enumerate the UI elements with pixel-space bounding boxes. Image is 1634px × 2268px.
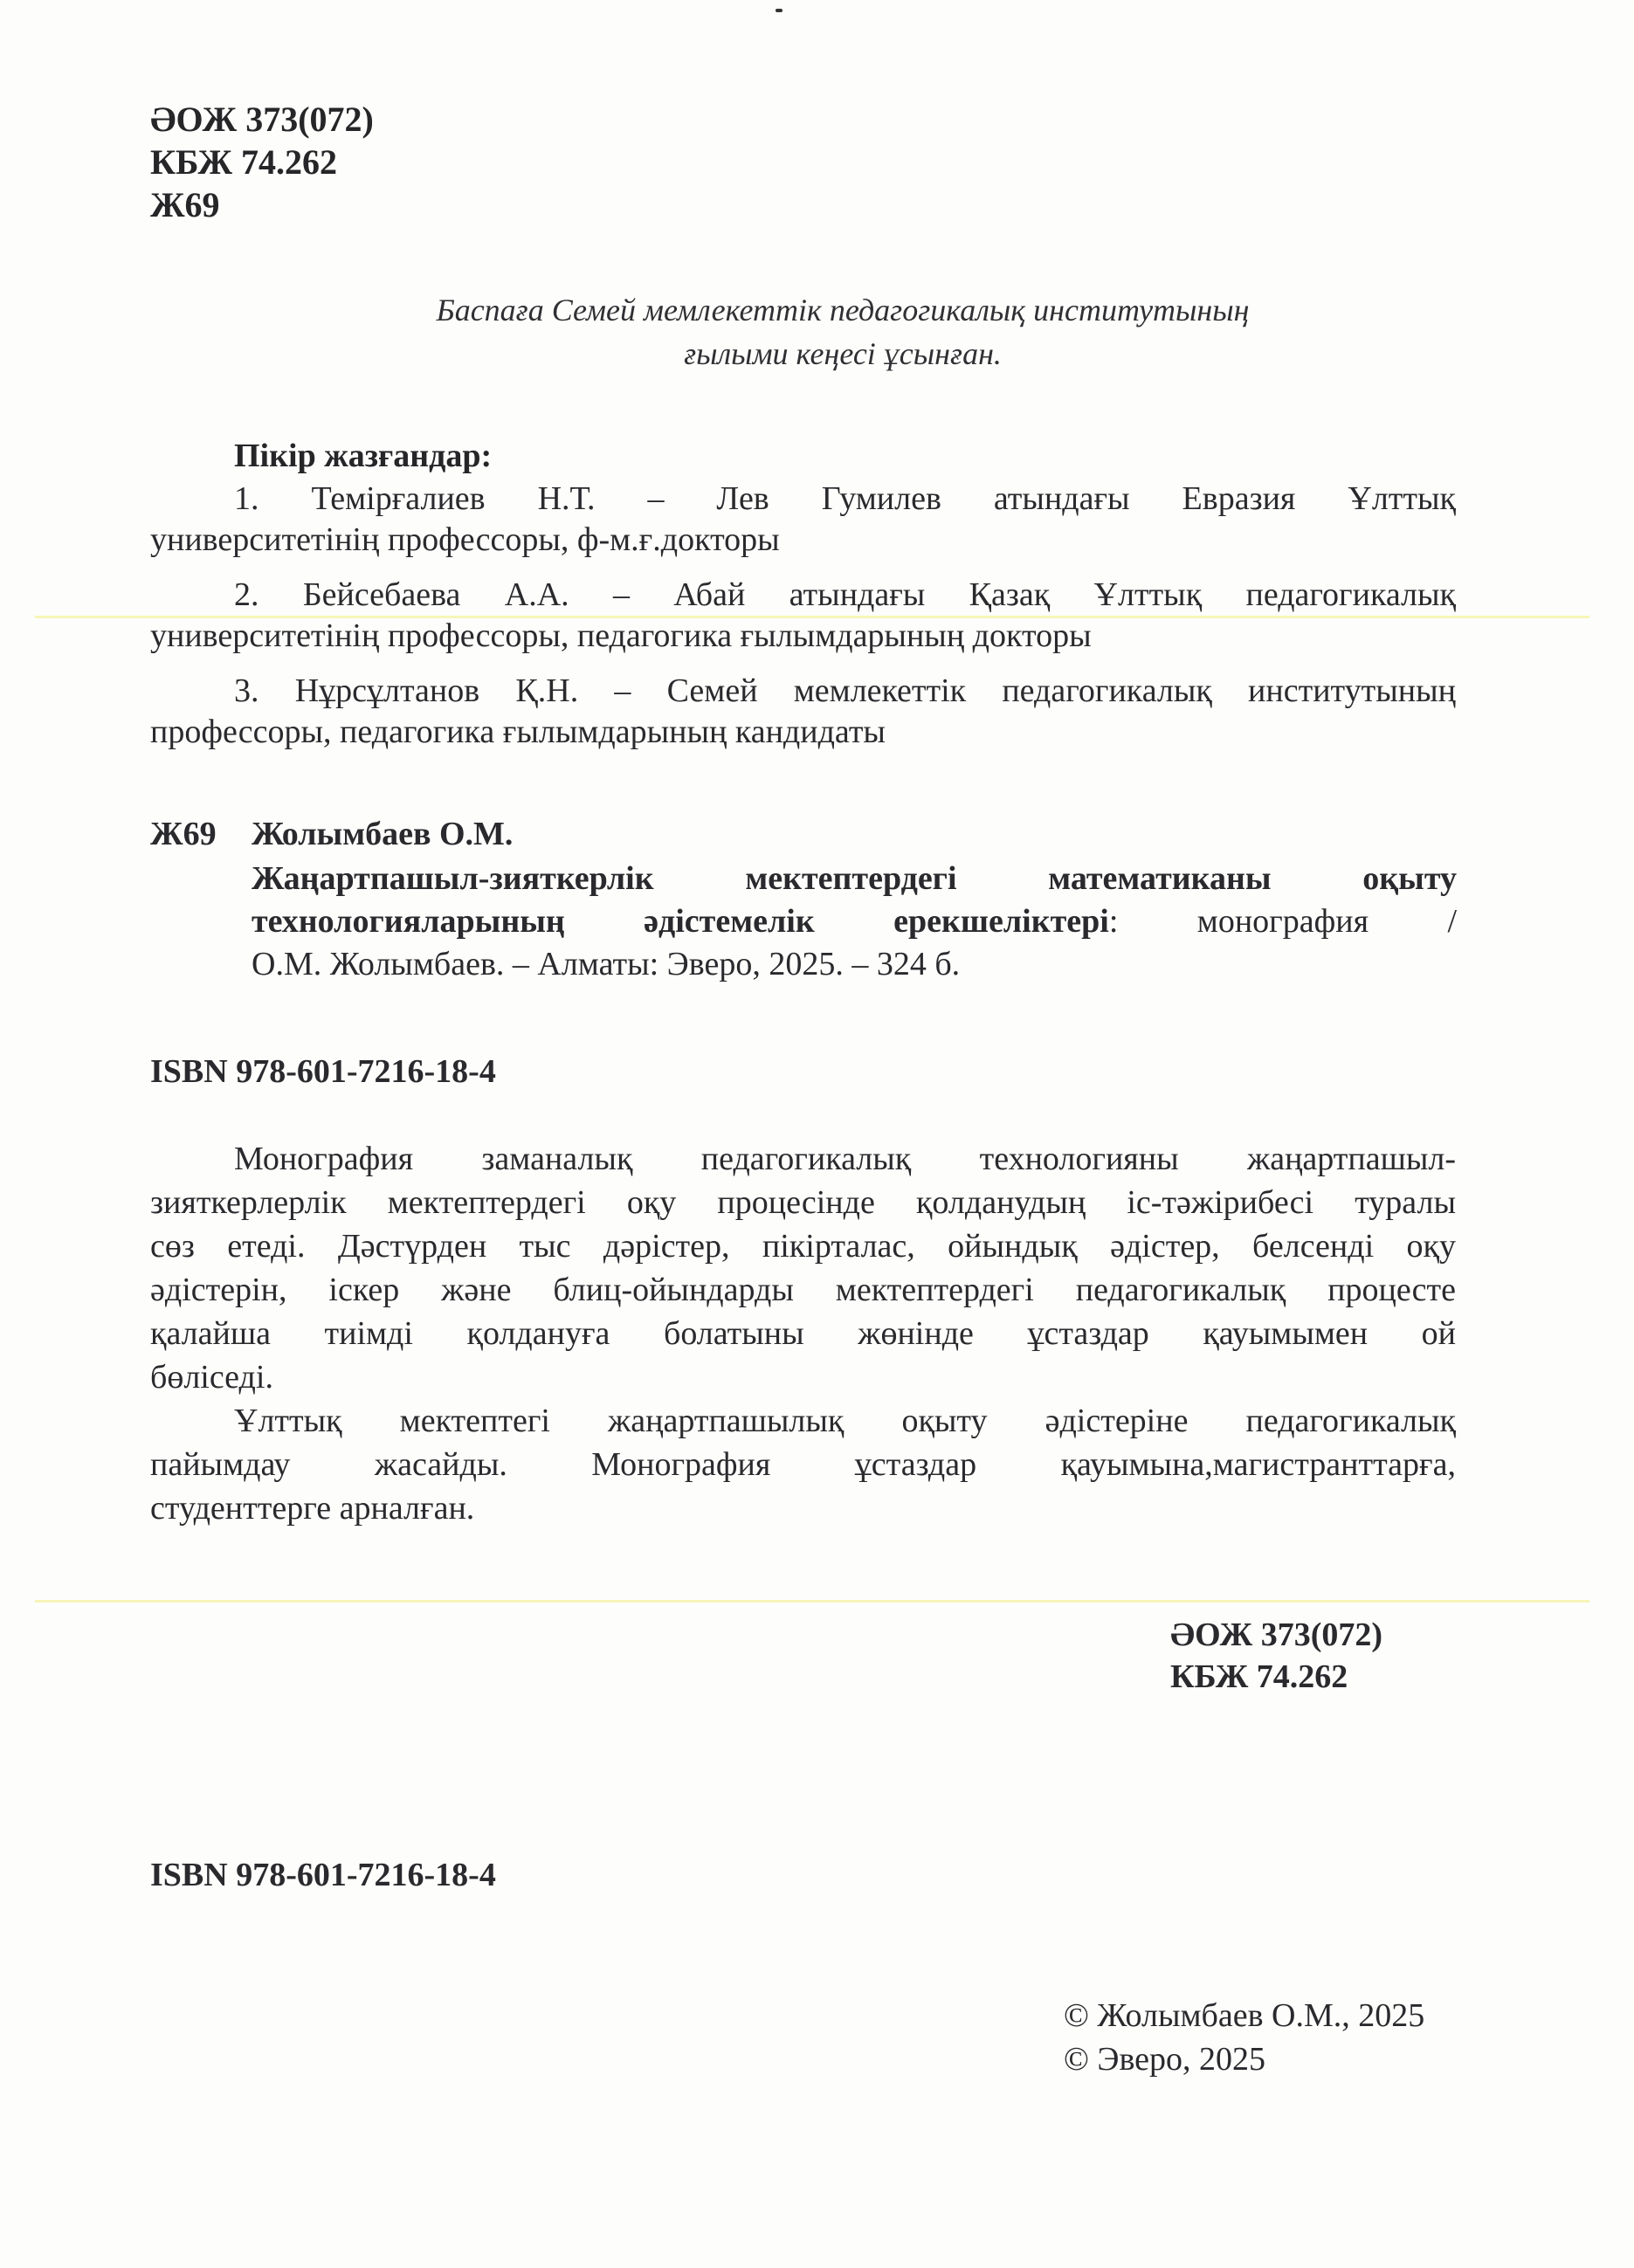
catalog-author: Жолымбаев О.М. xyxy=(252,816,514,852)
reviewers-heading: Пікір жазғандар: xyxy=(234,438,493,474)
author-mark: Ж69 xyxy=(150,185,220,224)
reviewer-item xyxy=(150,671,1456,753)
abstract-paragraph-2 xyxy=(150,1399,1456,1530)
lbc-code: КБЖ 74.262 xyxy=(150,142,338,182)
reviewer-line-rest: университетінің профессоры, ф-м.ғ.докторы xyxy=(150,521,780,558)
recommendation-line-2: ғылыми кеңесі ұсынған. xyxy=(684,336,1002,371)
lbc-code: КБЖ 74.262 xyxy=(1170,1658,1348,1695)
copyright-author: © Жолымбаев О.М., 2025 xyxy=(1064,1997,1425,2034)
isbn-bottom: ISBN 978-601-7216-18-4 xyxy=(150,1857,496,1893)
book-type: : монография / xyxy=(1108,903,1457,940)
isbn: ISBN 978-601-7216-18-4 xyxy=(150,1053,496,1090)
udc-code: ӘОЖ 373(072) xyxy=(1170,1617,1383,1653)
reviewer-item xyxy=(150,575,1456,657)
classification-codes-top xyxy=(150,98,374,226)
reviewer-line-first: 3. Нұрсұлтанов Қ.Н. – Семей мемлекеттік педагогикалық институтының xyxy=(234,672,1456,709)
copyright-block xyxy=(1064,1994,1424,2081)
recommendation-line-1: Баспаға Семей мемлекеттік педагогикалық институтының xyxy=(436,293,1250,327)
reviewer-line-first: 2. Бейсебаева А.А. – Абай атындағы Қазақ Ұлттық педагогикалық xyxy=(234,576,1456,613)
publication-recommendation xyxy=(262,288,1424,376)
classification-codes-bottom xyxy=(1170,1614,1382,1698)
abstract-line: пайымдау жасайды. Монография ұстаздар қауымына,магистранттарға, xyxy=(150,1446,1456,1483)
abstract-line: Монография заманалық педагогикалық технологияны жаңартпашыл- xyxy=(234,1141,1456,1177)
scan-speck xyxy=(776,9,783,12)
book-title-line-2 xyxy=(252,900,1457,943)
abstract-line: сөз етеді. Дәстүрден тыс дәрістер, пікірталас, ойындық әдістер, белсенді оқу xyxy=(150,1228,1456,1265)
reviewer-line-rest: профессоры, педагогика ғылымдарының кандидаты xyxy=(150,713,886,750)
abstract-line: әдістерін, іскер және блиц-ойындарды мектептердегі педагогикалық процесте xyxy=(150,1272,1456,1308)
abstract-line: бөліседі. xyxy=(150,1359,273,1396)
abstract xyxy=(150,1137,1456,1530)
reviewer-line-rest: университетінің профессоры, педагогика ғылымдарының докторы xyxy=(150,617,1092,654)
abstract-line: қалайша тиімді қолдануға болатыны жөнінде ұстаздар қауымымен ой xyxy=(150,1315,1456,1352)
catalog-entry xyxy=(252,858,1457,986)
reviewer-item xyxy=(150,479,1456,561)
book-title-bold: технологияларының әдістемелік ерекшеліктері xyxy=(252,903,1109,940)
reviewer-line-first: 1. Темірғалиев Н.Т. – Лев Гумилев атындағы Евразия Ұлттық xyxy=(234,480,1456,517)
imprint-line: О.М. Жолымбаев. – Алматы: Эверо, 2025. – 324 б. xyxy=(252,946,961,982)
udc-code: ӘОЖ 373(072) xyxy=(150,100,374,139)
catalog-code: Ж69 xyxy=(150,816,217,852)
abstract-line: студенттерге арналған. xyxy=(150,1490,475,1527)
book-title-line-1: Жаңартпашыл-зияткерлік мектептердегі математиканы оқыту xyxy=(252,860,1457,897)
copyright-publisher: © Эверо, 2025 xyxy=(1064,2041,1266,2078)
scan-artifact-band xyxy=(35,1600,1589,1603)
abstract-paragraph-1 xyxy=(150,1137,1456,1399)
abstract-line: Ұлттық мектептегі жаңартпашылық оқыту әдістеріне педагогикалық xyxy=(234,1403,1456,1439)
abstract-line: зияткерлерлік мектептердегі оқу процесінде қолданудың іс-тәжірибесі туралы xyxy=(150,1184,1456,1221)
